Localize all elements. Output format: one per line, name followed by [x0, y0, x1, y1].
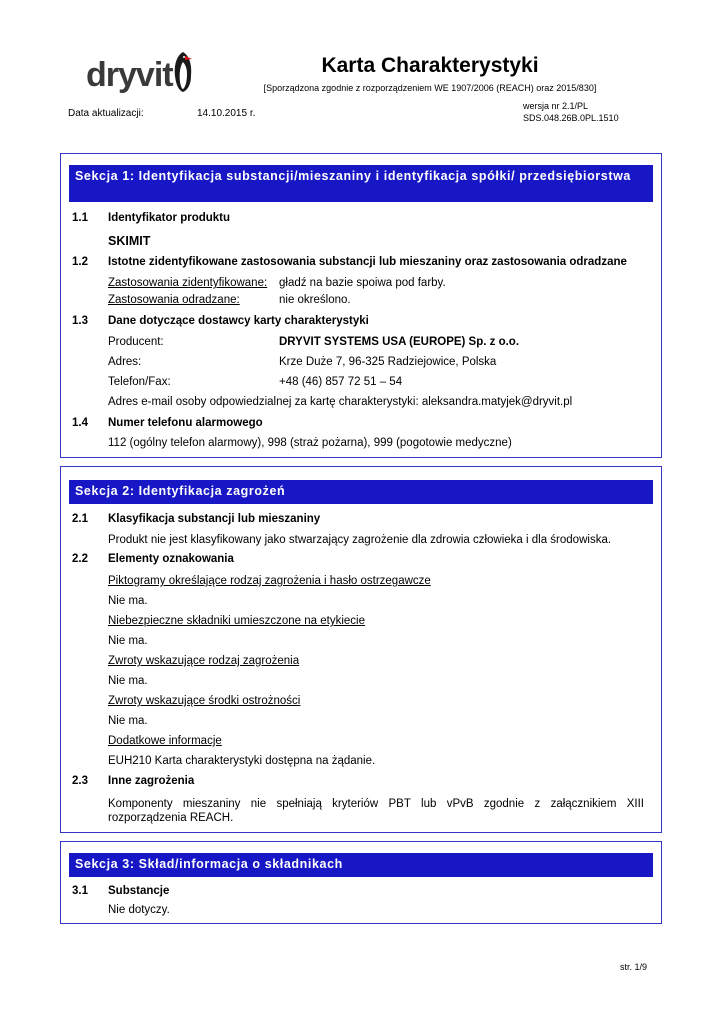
- producer-label: Producent:: [108, 336, 164, 348]
- address-value: Krze Duże 7, 96-325 Radziejowice, Polska: [279, 356, 497, 368]
- subsection-number: 3.1: [72, 885, 88, 897]
- section-1-header: Sekcja 1: Identyfikacja substancji/mieszaniny i identyfikacja spółki/ przedsiębiorstwa: [69, 165, 653, 202]
- update-date: 14.10.2015 r.: [197, 108, 256, 119]
- substances-text: Nie dotyczy.: [108, 904, 170, 916]
- subsection-title: Numer telefonu alarmowego: [108, 417, 263, 429]
- version: wersja nr 2.1/PL: [523, 101, 589, 111]
- section-3-header: Sekcja 3: Skład/informacja o składnikach: [69, 853, 653, 877]
- document-title: Karta Charakterystyki: [321, 54, 539, 77]
- penguin-logo-icon: [172, 52, 194, 92]
- not-recommended-label: Zastosowania odradzane:: [108, 294, 240, 306]
- subsection-number: 2.1: [72, 513, 88, 525]
- uses-value: gładź na bazie spoiwa pod farby.: [279, 277, 446, 289]
- other-hazards-text: Komponenty mieszaniny nie spełniają kryteriów PBT lub vPvB zgodnie z załącznikiem XIII rozporządzenia REACH.: [108, 798, 644, 824]
- phone-label: Telefon/Fax:: [108, 376, 171, 388]
- logo-wordmark: dryvit: [86, 56, 173, 94]
- section-2: [60, 466, 662, 833]
- emergency-numbers: 112 (ogólny telefon alarmowy), 998 (straż pożarna), 999 (pogotowie medyczne): [108, 437, 512, 449]
- sds-code: SDS.048.26B.0PL.1510: [523, 113, 619, 123]
- precautionary-statements-label: Zwroty wskazujące środki ostrożności: [108, 695, 301, 707]
- pictograms-value: Nie ma.: [108, 595, 148, 607]
- page-number: str. 1/9: [620, 962, 648, 972]
- uses-label: Zastosowania zidentyfikowane:: [108, 277, 268, 289]
- subsection-number: 1.1: [72, 212, 88, 224]
- subsection-title: Istotne zidentyfikowane zastosowania substancji lub mieszaniny oraz zastosowania odradzane: [108, 256, 627, 268]
- subsection-number: 2.2: [72, 553, 88, 565]
- subsection-number: 1.3: [72, 315, 88, 327]
- hazard-statements-label: Zwroty wskazujące rodzaj zagrożenia: [108, 655, 300, 667]
- address-label: Adres:: [108, 356, 142, 368]
- not-recommended-value: nie określono.: [279, 294, 351, 306]
- classification-text: Produkt nie jest klasyfikowany jako stwarzający zagrożenie dla zdrowia człowieka i dla środowiska.: [108, 534, 612, 546]
- precautionary-statements-value: Nie ma.: [108, 715, 148, 727]
- subsection-title: Inne zagrożenia: [108, 775, 195, 787]
- subsection-number: 2.3: [72, 775, 88, 787]
- subsection-number: 1.4: [72, 417, 88, 429]
- subsection-title: Identyfikator produktu: [108, 212, 231, 224]
- additional-info-label: Dodatkowe informacje: [108, 735, 222, 747]
- phone-value: +48 (46) 857 72 51 – 54: [279, 376, 403, 388]
- hazardous-components-value: Nie ma.: [108, 635, 148, 647]
- email-line: Adres e-mail osoby odpowiedzialnej za kartę charakterystyki: aleksandra.matyjek@dryvit.pl: [108, 396, 573, 408]
- subsection-title: Elementy oznakowania: [108, 553, 234, 565]
- product-name: SKIMIT: [108, 234, 151, 248]
- section-3: [60, 841, 662, 924]
- producer-value: DRYVIT SYSTEMS USA (EUROPE) Sp. z o.o.: [279, 336, 520, 348]
- section-1: [60, 153, 662, 458]
- hazard-statements-value: Nie ma.: [108, 675, 148, 687]
- dryvit-logo: [86, 52, 196, 96]
- subsection-title: Klasyfikacja substancji lub mieszaniny: [108, 513, 321, 525]
- document-subtitle: [Sporządzona zgodnie z rozporządzeniem WE 1907/2006 (REACH) oraz 2015/830]: [263, 83, 597, 93]
- subsection-title: Dane dotyczące dostawcy karty charakterystyki: [108, 315, 369, 327]
- additional-info-value: EUH210 Karta charakterystyki dostępna na żądanie.: [108, 755, 376, 767]
- pictograms-label: Piktogramy określające rodzaj zagrożenia i hasło ostrzegawcze: [108, 575, 431, 587]
- section-2-header: Sekcja 2: Identyfikacja zagrożeń: [69, 480, 653, 504]
- update-label: Data aktualizacji:: [68, 108, 144, 119]
- subsection-title: Substancje: [108, 885, 170, 897]
- hazardous-components-label: Niebezpieczne składniki umieszczone na etykiecie: [108, 615, 365, 627]
- subsection-number: 1.2: [72, 256, 88, 268]
